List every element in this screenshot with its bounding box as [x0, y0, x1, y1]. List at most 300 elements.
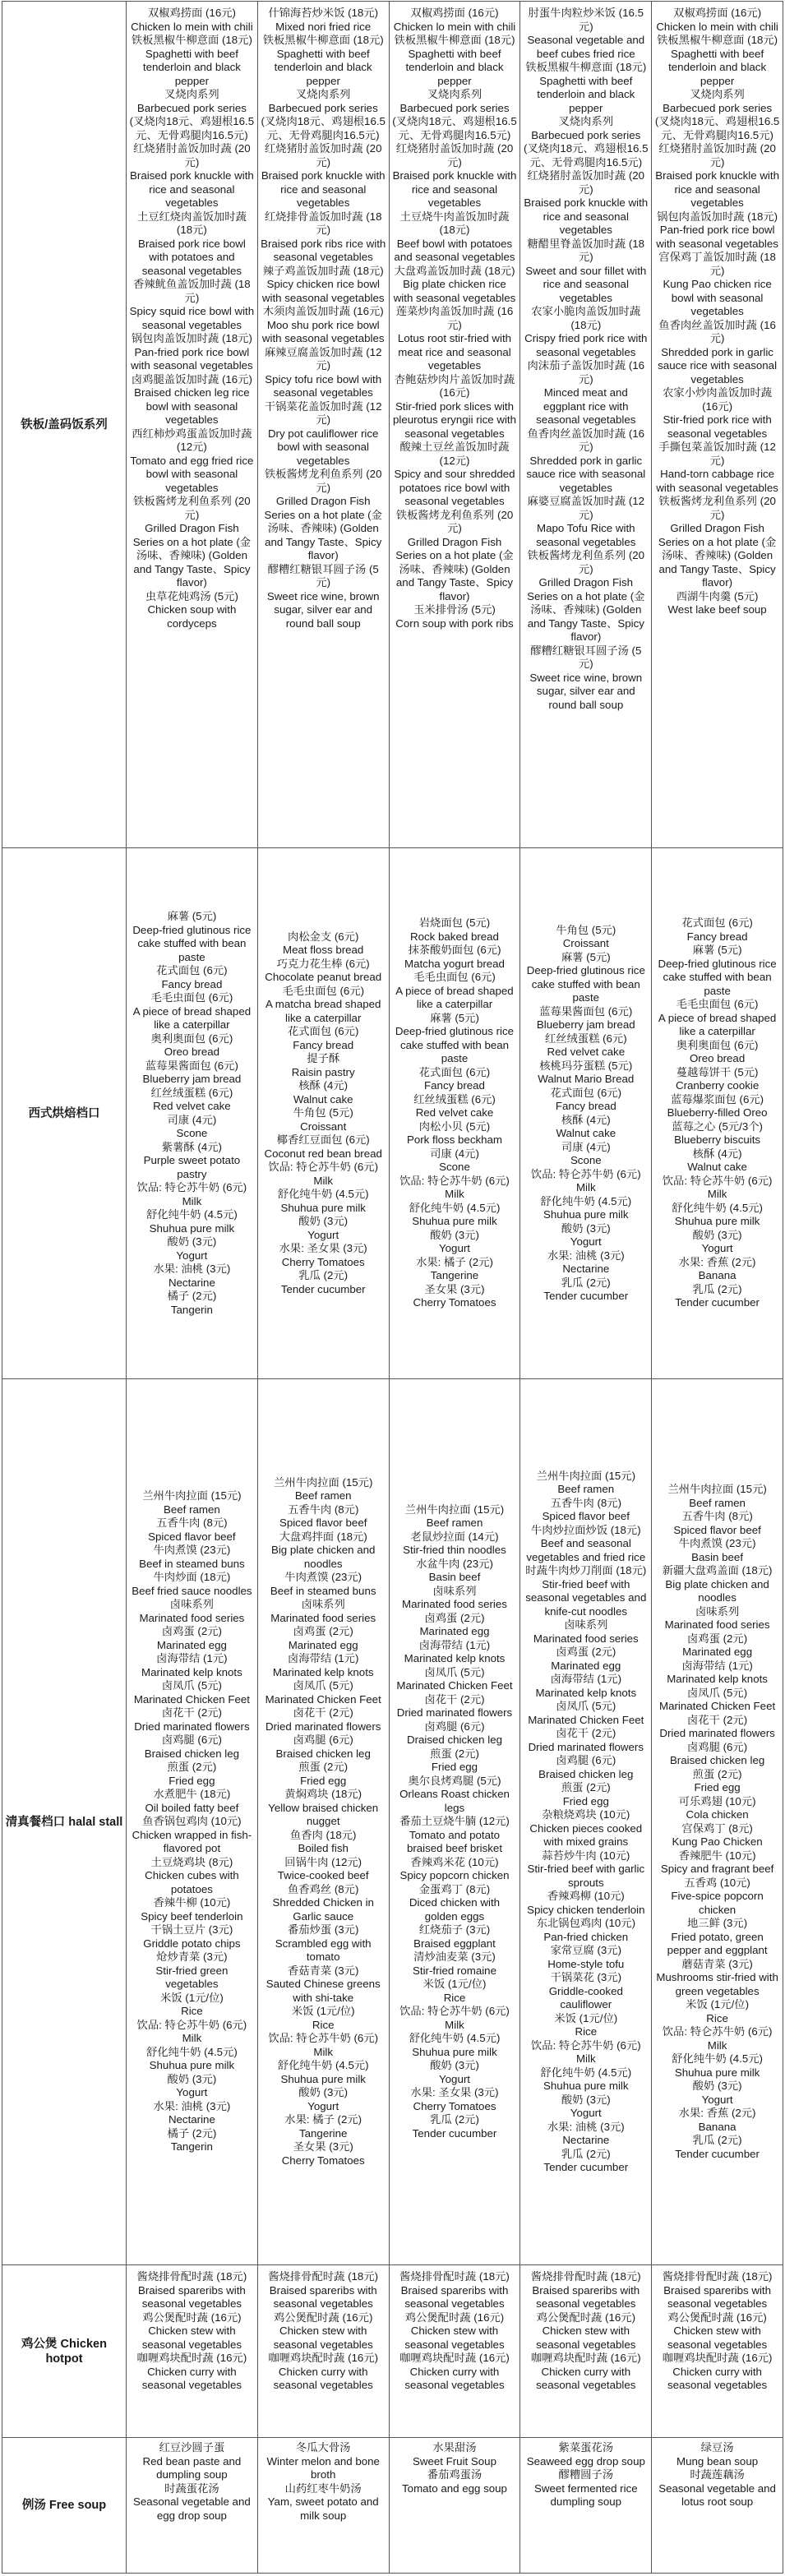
menu-line: 煎蛋 (2元) [298, 1761, 349, 1774]
menu-line: Sweet fermented rice dumpling soup [533, 2481, 638, 2508]
menu-line: Marinated Chicken Feet [396, 1679, 513, 1692]
menu-line: 五香牛肉 (8元) [550, 1496, 621, 1509]
menu-line: Milk [182, 2032, 202, 2045]
menu-line: Stir-fried beef with garlic sprouts [527, 1863, 645, 1889]
menu-line: 锅包肉盖饭加时蔬 (18元) [657, 210, 778, 223]
menu-line: 卤鸡腿 (6元) [424, 1720, 485, 1733]
menu-line: 水果: 油桃 (3元) [547, 1249, 625, 1262]
menu-line: 铁板黑椒牛柳意面 (18元) [394, 34, 515, 46]
menu-line: 饮品: 特仑苏牛奶 (6元) [268, 2032, 379, 2045]
menu-line: Blueberry jam bread [536, 1018, 635, 1031]
menu-line: 五香鸡 (10元) [684, 1876, 750, 1889]
menu-line: 舒化纯牛奶 (4.5元) [540, 1194, 632, 1207]
menu-line: Walnut cake [687, 1161, 747, 1174]
menu-line: Cherry Tomatoes [413, 1296, 496, 1309]
menu-line: Beef ramen [689, 1496, 746, 1509]
menu-line: 卤海带结 (1元) [156, 1652, 228, 1665]
menu-line: Spicy chicken rice bowl with seasonal vegetables [261, 278, 385, 304]
menu-line: Milk [707, 2038, 727, 2052]
menu-line: Scrambled egg with tomato [275, 1937, 372, 1964]
menu-line: 红烧茄子 (3元) [418, 1923, 491, 1937]
menu-line: Tomato and potato braised beef brisket [406, 1828, 503, 1855]
menu-line: Rice [312, 2018, 335, 2031]
menu-line: Basin beef [428, 1571, 481, 1584]
menu-line: Yogurt [176, 1249, 208, 1262]
menu-line: 肘蛋牛肉粒炒米饭 (16.5元) [528, 7, 644, 33]
menu-line: Cherry Tomatoes [281, 1255, 365, 1268]
menu-line: 西湖牛肉羹 (5元) [676, 589, 759, 602]
menu-line: 乳瓜 (2元) [561, 1276, 611, 1289]
menu-line: Braised pork knuckle with rice and seasonal vegetables [655, 169, 779, 209]
menu-line: 水果: 圣女果 (3元) [279, 1242, 367, 1255]
menu-line: Shuhua pure milk [280, 1201, 366, 1214]
menu-line: 叉烧肉系列 [164, 88, 219, 100]
menu-line: 椰香红豆面包 (6元) [276, 1133, 370, 1147]
menu-line: Croissant [562, 937, 609, 949]
menu-line: 提子酥 [307, 1052, 340, 1065]
menu-line: Seaweed egg drop soup [526, 2454, 645, 2468]
menu-line: Spicy and fragrant beef [660, 1863, 774, 1875]
menu-line: Deep-fried glutinous rice cake stuffed with bean paste [658, 957, 777, 997]
menu-line: Spiced flavor beef [673, 1523, 761, 1536]
menu-line: 卤味系列 [169, 1598, 214, 1611]
menu-line: Stir-fried pork slices with pleurotus eryngii rice with seasonal vegetables [392, 399, 516, 440]
menu-line: Yogurt [701, 2093, 733, 2106]
menu-section-row [2, 848, 783, 1379]
menu-line: Spaghetti with beef tenderloin and black pepper [142, 47, 241, 87]
menu-line: 醪糟圆子汤 [558, 2468, 614, 2481]
menu-line: 蔓越莓饼干 (5元) [676, 1065, 759, 1078]
menu-line: 水盆牛肉 (23元) [416, 1557, 493, 1570]
menu-line: 酸奶 (3元) [430, 2059, 479, 2072]
menu-line: 红丝绒蛋糕 (6元) [544, 1032, 627, 1045]
menu-line: 酸奶 (3元) [561, 1221, 611, 1235]
menu-line: 红烧猪肘盖饭加时蔬 (20元) [658, 142, 776, 169]
menu-line: 回锅牛肉 (12元) [284, 1855, 362, 1868]
menu-line: 咖喱鸡块配时蔬 (16元) [136, 2352, 247, 2364]
menu-line: Tomato and egg fried rice bowl with seasonal vegetables [130, 454, 254, 494]
weekly-menu-table [2, 1, 783, 2574]
menu-line: 卤味系列 [432, 1584, 477, 1597]
menu-line: 铁板黑椒牛柳意面 (18元) [657, 34, 778, 46]
menu-line: Oreo bread [164, 1046, 220, 1058]
menu-line: 卤鸡蛋 (2元) [424, 1611, 485, 1624]
menu-line: Milk [182, 1194, 202, 1207]
menu-line: Milk [445, 1188, 464, 1201]
menu-line: 卤鸡腿 (6元) [161, 1733, 222, 1747]
menu-line: Sauted Chinese greens with shi-take [266, 1978, 381, 2004]
menu-line: Fried egg [431, 1761, 478, 1774]
menu-line: Fried egg [694, 1781, 741, 1794]
menu-line: 铁板黑椒牛柳意面 (18元) [262, 34, 384, 46]
menu-line: Milk [313, 1174, 334, 1187]
menu-line: 大盘鸡拌面 (18元) [279, 1530, 367, 1543]
menu-line: 酱烧排骨配时蔬 (18元) [136, 2270, 247, 2283]
menu-line: 肉沫茄子盖饭加时蔬 (16元) [527, 359, 645, 385]
menu-section-row [2, 1379, 783, 2265]
menu-line: 卤凤爪 (5元) [293, 1679, 353, 1692]
menu-line: Tender cucumber [675, 1296, 760, 1309]
menu-line: 双椒鸡捞面 (16元) [673, 7, 762, 19]
day-menu-cell [652, 2265, 783, 2438]
menu-line: 巧克力花生棒 (6元) [276, 957, 370, 970]
menu-line: Cranberry cookie [675, 1079, 760, 1092]
menu-line: 橘子 (2元) [167, 1290, 217, 1302]
menu-line: Draised chicken leg [406, 1733, 503, 1747]
menu-line: Tangerine [298, 2126, 348, 2140]
menu-line: Marinated kelp knots [272, 1665, 374, 1678]
menu-line: 卤鸡腿盖饭加时蔬 (16元) [131, 372, 252, 385]
menu-line: Fancy bread [424, 1079, 485, 1092]
menu-line: 卤鸡蛋 (2元) [556, 1646, 616, 1658]
menu-line: Mushrooms stir-fried with green vegetables [656, 1971, 778, 1997]
menu-line: Beef in steamed buns [270, 1584, 376, 1597]
menu-line: 麻薯 (5元) [167, 910, 217, 922]
menu-line: 舒化纯牛奶 (4.5元) [540, 2066, 632, 2079]
menu-line: 鱼香肉丝盖饭加时蔬 (16元) [658, 318, 776, 344]
menu-line: 卤花干 (2元) [687, 1713, 748, 1726]
menu-line: Pan-fried chicken [543, 1930, 629, 1943]
menu-line: 卤鸡蛋 (2元) [161, 1625, 222, 1638]
menu-line: Scone [570, 1154, 602, 1166]
day-menu-cell [389, 2265, 520, 2438]
menu-line: Stir-fried pork rice with seasonal vegetables [663, 413, 772, 440]
menu-line: 金蛋鸡丁 (8元) [418, 1882, 491, 1895]
menu-line: 蒜苔炒牛肉 (10元) [542, 1849, 630, 1862]
menu-line: Marinated Chicken Feet [265, 1692, 381, 1706]
menu-line: Red bean paste and dumpling soup [142, 2454, 242, 2481]
menu-line: 红丝绒蛋糕 (6元) [150, 1086, 233, 1099]
menu-line: Braised pork knuckle with rice and seasonal vegetables [261, 169, 386, 209]
menu-line: Chicken wrapped in fish-flavored pot [132, 1828, 252, 1855]
menu-line: Rice [443, 1991, 466, 2004]
menu-line: 牛角包 (5元) [556, 923, 616, 936]
menu-line: 叉烧肉系列 [558, 115, 614, 127]
menu-line: Grilled Dragon Fish Series on a hot plate (金汤味、香辣味) (Golden and Tangy Taste、Spicy flavor) [658, 522, 777, 589]
menu-line: Milk [575, 1181, 596, 1193]
menu-line: 辣子鸡盖饭加时蔬 (18元) [262, 264, 384, 277]
menu-line: Chicken stew with seasonal vegetables [141, 2324, 242, 2351]
menu-line: 可乐鸡翅 (10元) [678, 1794, 756, 1807]
menu-line: 干锅土豆片 (3元) [150, 1923, 233, 1937]
menu-line: Spicy popcorn chicken [399, 1869, 510, 1882]
menu-line: Marinated food series [533, 1632, 639, 1645]
menu-line: Spaghetti with beef tenderloin and black pepper [274, 47, 372, 87]
menu-line: Nectarine [168, 2113, 215, 2126]
menu-line: 卤味系列 [695, 1604, 740, 1618]
menu-line: Yogurt [570, 1235, 602, 1248]
menu-line: Spiced flavor beef [542, 1510, 630, 1522]
menu-line: Braised spareribs with seasonal vegetables [663, 2283, 771, 2310]
menu-line: Deep-fried glutinous rice cake stuffed with bean paste [132, 923, 252, 963]
day-menu-cell [520, 2, 652, 848]
menu-line: 圣女果 (3元) [424, 1282, 485, 1295]
menu-line: Dried marinated flowers [396, 1706, 513, 1720]
menu-line: Red velvet cake [415, 1106, 494, 1119]
menu-line: 麻薯 (5元) [561, 950, 611, 963]
menu-line: 牛肉炒面 (18元) [153, 1571, 231, 1584]
menu-line: 卤花干 (2元) [161, 1706, 222, 1720]
menu-line: Fancy bread [293, 1038, 354, 1051]
menu-line: 毛毛虫面包 (6元) [282, 984, 365, 997]
menu-line: 水煮肥牛 (18元) [153, 1788, 231, 1801]
menu-line: 糖醋里脊盖饭加时蔬 (18元) [527, 237, 645, 263]
menu-line: 鸡公煲配时蔬 (16元) [536, 2311, 635, 2324]
menu-line: 冬瓜大骨汤 [295, 2441, 351, 2454]
menu-line: 舒化纯牛奶 (4.5元) [409, 1201, 501, 1214]
menu-line: Marinated Chicken Feet [659, 1700, 776, 1712]
menu-line: 鱼香鸡丝 (8元) [287, 1882, 359, 1895]
menu-line: Marinated egg [682, 1646, 753, 1658]
menu-line: 东北锅包鸡肉 (10元) [536, 1917, 635, 1929]
menu-line: Chicken stew with seasonal vegetables [667, 2324, 768, 2351]
menu-line: Braised spareribs with seasonal vegetables [532, 2283, 640, 2310]
menu-line: 酸辣土豆丝盖饭加时蔬 (12元) [399, 441, 510, 467]
menu-line: Mung bean soup [676, 2454, 759, 2468]
menu-line: 西红柿炒鸡蛋盖饭加时蔬 (12元) [132, 427, 252, 453]
menu-line: Deep-fried glutinous rice cake stuffed with bean paste [395, 1025, 515, 1065]
menu-line: Marinated kelp knots [404, 1652, 506, 1665]
menu-line: 核酥 (4元) [561, 1113, 611, 1126]
menu-line: Boiled fish [298, 1842, 349, 1855]
menu-line: 舒化纯牛奶 (4.5元) [672, 1201, 763, 1214]
menu-line: 兰州牛肉拉面 (15元) [273, 1475, 373, 1489]
menu-line: Beef ramen [426, 1517, 483, 1530]
menu-line: 卤花干 (2元) [556, 1727, 616, 1739]
menu-line: Stir-fried romaine [413, 1964, 496, 1977]
menu-line: Milk [313, 2045, 334, 2058]
menu-line: 鸡公煲配时蔬 (16元) [142, 2311, 242, 2324]
menu-line: Matcha yogurt bread [404, 957, 505, 970]
category-label: 例汤 Free soup [2, 2438, 127, 2574]
category-label: 清真餐档口 halal stall [2, 1379, 127, 2265]
menu-line: 红丝绒蛋糕 (6元) [413, 1092, 496, 1106]
menu-line: 乳瓜 (2元) [692, 2134, 742, 2146]
menu-line: Seasonal vegetable and egg drop soup [133, 2495, 251, 2522]
category-label: 西式烘焙档口 [2, 848, 127, 1379]
menu-section-row [2, 2438, 783, 2574]
menu-line: 红烧猪肘盖饭加时蔬 (20元) [527, 169, 645, 196]
menu-line: Tangerin [170, 2140, 213, 2154]
menu-line: Chicken stew with seasonal vegetables [273, 2324, 373, 2351]
menu-line: Dried marinated flowers [528, 1740, 644, 1753]
menu-line: 虫草花炖鸡汤 (5元) [145, 589, 238, 602]
menu-line: 蓝莓果酱面包 (6元) [539, 1004, 633, 1018]
menu-line: 叉烧肉系列 [690, 88, 745, 100]
menu-line: 毛毛虫面包 (6元) [676, 998, 759, 1011]
menu-line: 锅包肉盖饭加时蔬 (18元) [131, 332, 252, 344]
menu-line: 酸奶 (3元) [298, 2086, 349, 2099]
menu-line: 毛毛虫面包 (6元) [150, 991, 233, 1004]
menu-line: Yogurt [307, 1228, 339, 1241]
menu-line: Raisin pastry [291, 1065, 355, 1078]
menu-line: 叉烧肉系列 [427, 88, 483, 100]
menu-line: 抹茶酸奶面包 (6元) [408, 944, 501, 957]
menu-line: Stir-fried green vegetables [155, 1964, 229, 1991]
menu-line: Dried marinated flowers [659, 1727, 775, 1739]
menu-line: Yogurt [439, 2072, 470, 2085]
menu-line: 酸奶 (3元) [167, 2072, 217, 2085]
menu-line: Shuhua pure milk [543, 1208, 629, 1221]
menu-line: Yogurt [176, 2086, 208, 2099]
menu-line: 黄焖鸡块 (18元) [284, 1788, 362, 1801]
menu-line: Fancy bread [686, 930, 748, 943]
menu-line: Braised eggplant [413, 1937, 496, 1950]
day-menu-cell [520, 2265, 652, 2438]
menu-line: 咖喱鸡块配时蔬 (16元) [399, 2352, 510, 2364]
menu-line: 鱼香肉 (18元) [289, 1828, 357, 1841]
menu-line: Fried egg [562, 1794, 609, 1807]
menu-line: 煎蛋 (2元) [167, 1761, 217, 1774]
menu-line: Sweet rice wine, brown sugar, silver ear and round ball soup [529, 671, 643, 711]
menu-line: Cherry Tomatoes [413, 2099, 496, 2112]
menu-line: Spaghetti with beef tenderloin and black pepper [537, 74, 635, 114]
menu-line: A piece of bread shaped like a caterpillar [132, 1004, 252, 1031]
menu-line: Barbecued pork series (叉烧肉18元、鸡翅根16.5元、无骨鸡腿肉16.5元) [261, 101, 386, 141]
menu-line: Shuhua pure milk [543, 2080, 629, 2092]
menu-section-row [2, 2265, 783, 2438]
menu-line: Braised chicken leg rice bowl with seasonal vegetables [134, 386, 250, 426]
menu-line: Five-spice popcorn chicken [671, 1890, 764, 1916]
menu-line: Yam, sweet potato and milk soup [267, 2495, 379, 2522]
menu-line: 酸奶 (3元) [692, 2080, 742, 2092]
menu-line: Barbecued pork series (叉烧肉18元、鸡翅根16.5元、无骨鸡腿肉16.5元) [392, 101, 517, 141]
menu-line: 老鼠炒拉面 (14元) [410, 1530, 499, 1543]
menu-line: Braised pork knuckle with rice and seasonal vegetables [130, 169, 254, 209]
menu-line: Deep-fried glutinous rice cake stuffed with bean paste [526, 964, 645, 1004]
menu-line: 酸奶 (3元) [298, 1215, 349, 1228]
menu-line: Barbecued pork series (叉烧肉18元、鸡翅根16.5元、无骨鸡腿肉16.5元) [129, 101, 255, 141]
menu-line: 农家小炒肉盖饭加时蔬 (16元) [663, 386, 773, 413]
menu-line: Dried marinated flowers [265, 1720, 381, 1733]
menu-line: 肉松小贝 (5元) [418, 1119, 491, 1133]
menu-line: 卤凤爪 (5元) [687, 1686, 748, 1699]
menu-line: Tangerine [430, 1269, 479, 1282]
menu-line: Cherry Tomatoes [281, 2154, 365, 2167]
menu-line: 花式面包 (6元) [156, 964, 228, 976]
menu-line: Grilled Dragon Fish Series on a hot plate (金汤味、香辣味) (Golden and Tangy Taste、Spicy flavor) [395, 535, 514, 602]
menu-line: 兰州牛肉拉面 (15元) [536, 1469, 635, 1482]
menu-line: 红烧排骨盖饭加时蔬 (18元) [264, 210, 382, 236]
menu-line: 新疆大盘鸡盖面 (18元) [662, 1564, 773, 1577]
menu-line: Braised chicken leg [144, 1747, 240, 1760]
menu-line: Marinated kelp knots [667, 1673, 768, 1685]
day-menu-cell [257, 2, 389, 848]
menu-line: Spicy chicken tenderloin [527, 1903, 645, 1916]
menu-line: 家常豆腐 (3元) [550, 1944, 621, 1956]
menu-line: Seasonal vegetable and beef cubes fried rice [527, 34, 645, 60]
menu-line: 时蔬牛肉炒刀削面 (18元) [525, 1564, 647, 1577]
menu-line: 蓝莓果酱面包 (6元) [145, 1059, 238, 1072]
menu-line: 番茄土豆烧牛腩 (12元) [399, 1815, 510, 1828]
menu-line: 酱烧排骨配时蔬 (18元) [662, 2270, 773, 2283]
menu-line: Dried marinated flowers [134, 1720, 250, 1733]
menu-line: 卤凤爪 (5元) [424, 1665, 485, 1678]
menu-line: 饮品: 特仑苏牛奶 (6元) [136, 2018, 247, 2031]
menu-line: Oreo bread [689, 1052, 746, 1065]
menu-line: Braised pork ribs rice with seasonal vegetables [261, 237, 386, 263]
menu-line: 时蔬莲藕汤 [690, 2468, 745, 2481]
menu-line: Big plate chicken and noodles [270, 1544, 376, 1570]
menu-line: 土豆烧牛肉盖饭加时蔬 (18元) [399, 210, 510, 236]
menu-line: 乳瓜 (2元) [692, 1282, 742, 1295]
menu-line: 铁板黑椒牛柳意面 (18元) [131, 34, 252, 46]
menu-line: Beef in steamed buns [139, 1557, 245, 1570]
menu-line: Chicken lo mein with chili [656, 20, 778, 33]
menu-line: 舒化纯牛奶 (4.5元) [409, 2032, 501, 2045]
menu-line: 饮品: 特仑苏牛奶 (6元) [662, 1174, 773, 1187]
menu-line: 岩烧面包 (5元) [418, 916, 491, 930]
menu-line: 舒化纯牛奶 (4.5元) [145, 1208, 238, 1221]
menu-line: 叉烧肉系列 [295, 88, 351, 100]
menu-line: Walnut cake [556, 1127, 616, 1139]
menu-line: Blueberry jam bread [142, 1073, 242, 1085]
menu-line: 牛肉煮馍 (23元) [678, 1537, 756, 1549]
menu-line: Marinated egg [551, 1659, 621, 1672]
menu-line: Beef fried sauce noodles [132, 1584, 252, 1597]
menu-line: 五香牛肉 (8元) [287, 1503, 359, 1516]
menu-line: 牛肉炒拉面炒饭 (18元) [530, 1523, 641, 1536]
menu-line: 司康 (4元) [430, 1147, 479, 1160]
menu-line: 饮品: 特仑苏牛奶 (6元) [268, 1161, 379, 1174]
menu-line: 乳瓜 (2元) [561, 2147, 611, 2160]
menu-line: Braised pork knuckle with rice and seasonal vegetables [392, 169, 517, 209]
menu-line: 宫保鸡丁盖饭加时蔬 (18元) [658, 251, 776, 277]
menu-line: Chocolate peanut bread [265, 971, 382, 984]
menu-line: Hand-torn cabbage rice with seasonal vegetables [656, 468, 778, 494]
menu-line: 花式面包 (6元) [418, 1065, 491, 1078]
menu-line: 玉米排骨汤 (5元) [413, 603, 496, 616]
menu-line: 紫薯酥 (4元) [161, 1140, 222, 1153]
menu-line: 毛毛虫面包 (6元) [413, 971, 496, 984]
menu-line: Shredded pork in garlic sauce rice with seasonal vegetables [526, 454, 646, 494]
menu-line: Mapo Tofu Rice with seasonal vegetables [536, 522, 636, 548]
day-menu-cell [520, 2438, 652, 2574]
menu-line: Scone [439, 1161, 470, 1174]
menu-line: Fried egg [300, 1774, 347, 1787]
menu-line: 酸奶 (3元) [692, 1228, 742, 1241]
menu-line: Marinated food series [664, 1618, 770, 1631]
menu-line: 酱烧排骨配时蔬 (18元) [399, 2270, 510, 2283]
menu-line: Coconut red bean bread [264, 1147, 382, 1160]
day-menu-cell [127, 2438, 258, 2574]
menu-line: 牛肉煮馍 (23元) [284, 1571, 362, 1584]
day-menu-cell [127, 2, 258, 848]
menu-line: 酱烧排骨配时蔬 (18元) [268, 2270, 379, 2283]
menu-line: 核酥 (4元) [298, 1079, 349, 1092]
menu-line: Chicken curry with seasonal vegetables [536, 2365, 636, 2391]
menu-line: Braised pork knuckle with rice and seasonal vegetables [524, 196, 649, 236]
menu-line: Kung Pao Chicken [672, 1835, 763, 1848]
menu-line: Scone [176, 1127, 208, 1139]
menu-line: 酸奶 (3元) [167, 1235, 217, 1248]
menu-line: Barbecued pork series (叉烧肉18元、鸡翅根16.5元、无骨鸡腿肉16.5元) [654, 101, 780, 141]
menu-line: 水果: 香蕉 (2元) [678, 2107, 756, 2119]
menu-line: 兰州牛肉拉面 (15元) [667, 1483, 767, 1495]
menu-line: 醪糟红糖银耳圆子汤 (5元) [530, 644, 642, 670]
day-menu-cell [652, 2438, 783, 2574]
menu-line: A matcha bread shaped like a caterpillar [265, 998, 381, 1024]
menu-line: Chicken pieces cooked with mixed grains [529, 1821, 643, 1848]
menu-line: Yellow braised chicken nugget [268, 1801, 379, 1828]
menu-line: Braised chicken leg [669, 1754, 765, 1766]
menu-line: 奥利奥面包 (6元) [150, 1032, 233, 1045]
menu-line: Braised spareribs with seasonal vegetables [400, 2283, 509, 2310]
menu-line: Chicken cubes with potatoes [145, 1869, 239, 1895]
day-menu-cell [652, 1379, 783, 2265]
menu-line: 酸奶 (3元) [561, 2093, 611, 2106]
menu-line: 米饭 (1元/位) [554, 2011, 618, 2024]
